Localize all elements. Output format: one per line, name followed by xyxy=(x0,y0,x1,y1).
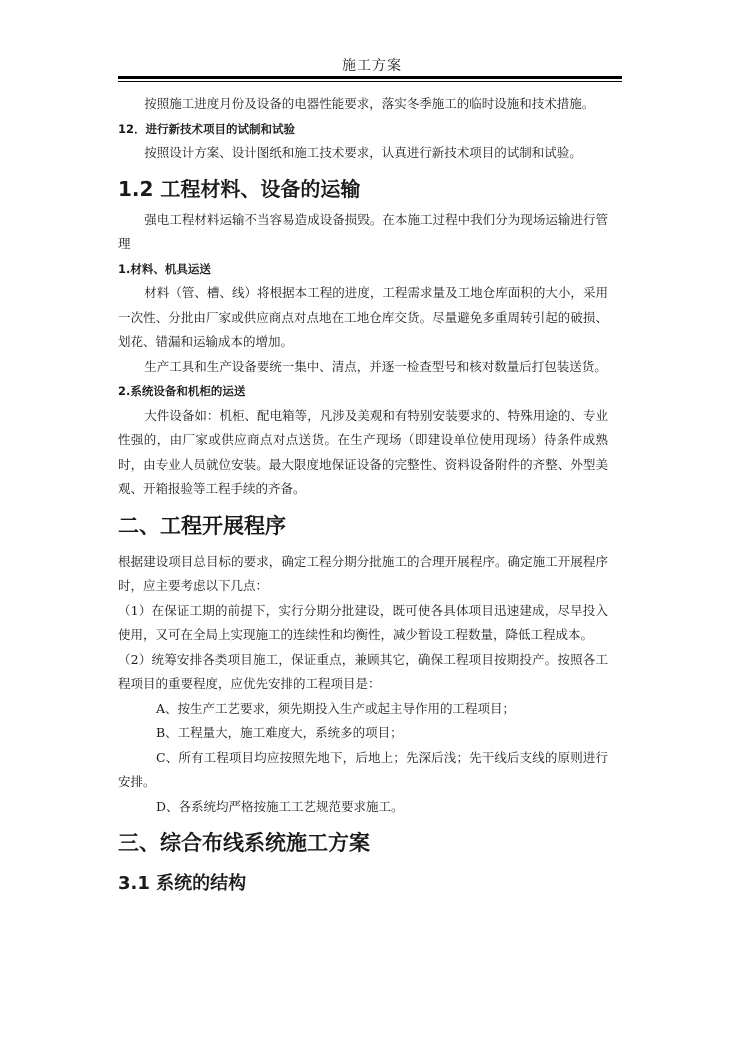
paragraph-system-equipment: 大件设备如：机柜、配电箱等，凡涉及美观和有特别安装要求的、特殊用途的、专业性强的，由厂家或供应商点对点送货。在生产现场（即建设单位使用现场）待条件成熟时，由专业人员就位安装。最大限度地保证设备的完整性、资料设备附件的齐整、外型美观、开箱报验等工程手续的齐备。 xyxy=(118,407,608,496)
list-item-b: B、工程量大，施工难度大，系统多的项目； xyxy=(156,725,403,740)
list-item-a: A、按生产工艺要求，须先期投入生产或起主导作用的工程项目； xyxy=(156,700,516,716)
paragraph-2b: （1）在保证工期的前提下，实行分期分批建设，既可使各具体项目迅速建成，尽早投入使用，又可在全局上实现施工的连续性和均衡性，减少暂设工程数量，降低工程成本。 xyxy=(118,602,608,642)
list-item-d: D、各系统均严格按施工工艺规范要求施工。 xyxy=(156,798,404,814)
section-heading-3-1: 3.1 系统的结构 xyxy=(118,873,247,894)
header-title: 施工方案 xyxy=(342,58,402,74)
paragraph-12: 按照设计方案、设计图纸和施工技术要求，认真进行新技术项目的试制和试验。 xyxy=(144,145,582,160)
section-heading-3: 三、综合布线系统施工方案 xyxy=(118,831,370,855)
document-body xyxy=(118,92,608,901)
paragraph-materials-1: 材料（管、槽、线）将根据本工程的进度，工程需求量及工地仓库面积的大小，采用一次性、分批由厂家或供应商点对点地在工地仓库交货。尽量避免多重周转引起的破损、划花、错漏和运输成本的增加。 xyxy=(118,285,608,349)
paragraph-intro: 按照施工进度月份及设备的电器性能要求，落实冬季施工的临时设施和技术措施。 xyxy=(144,96,595,111)
subheading-materials: 1.材料、机具运送 xyxy=(118,261,211,276)
header-rule-thick xyxy=(118,76,622,79)
subheading-system-equipment: 2.系统设备和机柜的运送 xyxy=(118,384,246,398)
section-heading-2: 二、工程开展程序 xyxy=(118,513,286,538)
list-item-c: C、所有工程项目均应按照先地下，后地上；先深后浅；先干线后支线的原则进行安排。 xyxy=(118,749,608,789)
subheading-12: 12．进行新技术项目的试制和试验 xyxy=(118,121,296,136)
paragraph-2c: （2）统筹安排各类项目施工，保证重点，兼顾其它，确保工程项目按期投产。按照各工程项目的重要程度，应优先安排的工程项目是： xyxy=(118,651,608,691)
paragraph-2a: 根据建设项目总目标的要求，确定工程分期分批施工的合理开展程序。确定施工开展程序时，应主要考虑以下几点： xyxy=(118,553,608,593)
paragraph-materials-2: 生产工具和生产设备要统一集中、清点，并逐一检查型号和核对数量后打包装送货。 xyxy=(144,358,607,374)
section-heading-1-2: 1.2 工程材料、设备的运输 xyxy=(118,176,361,201)
paragraph-1-2: 强电工程材料运输不当容易造成设备损毁。在本施工过程中我们分为现场运输进行管理 xyxy=(118,211,608,251)
header-rule-thin xyxy=(118,81,622,82)
